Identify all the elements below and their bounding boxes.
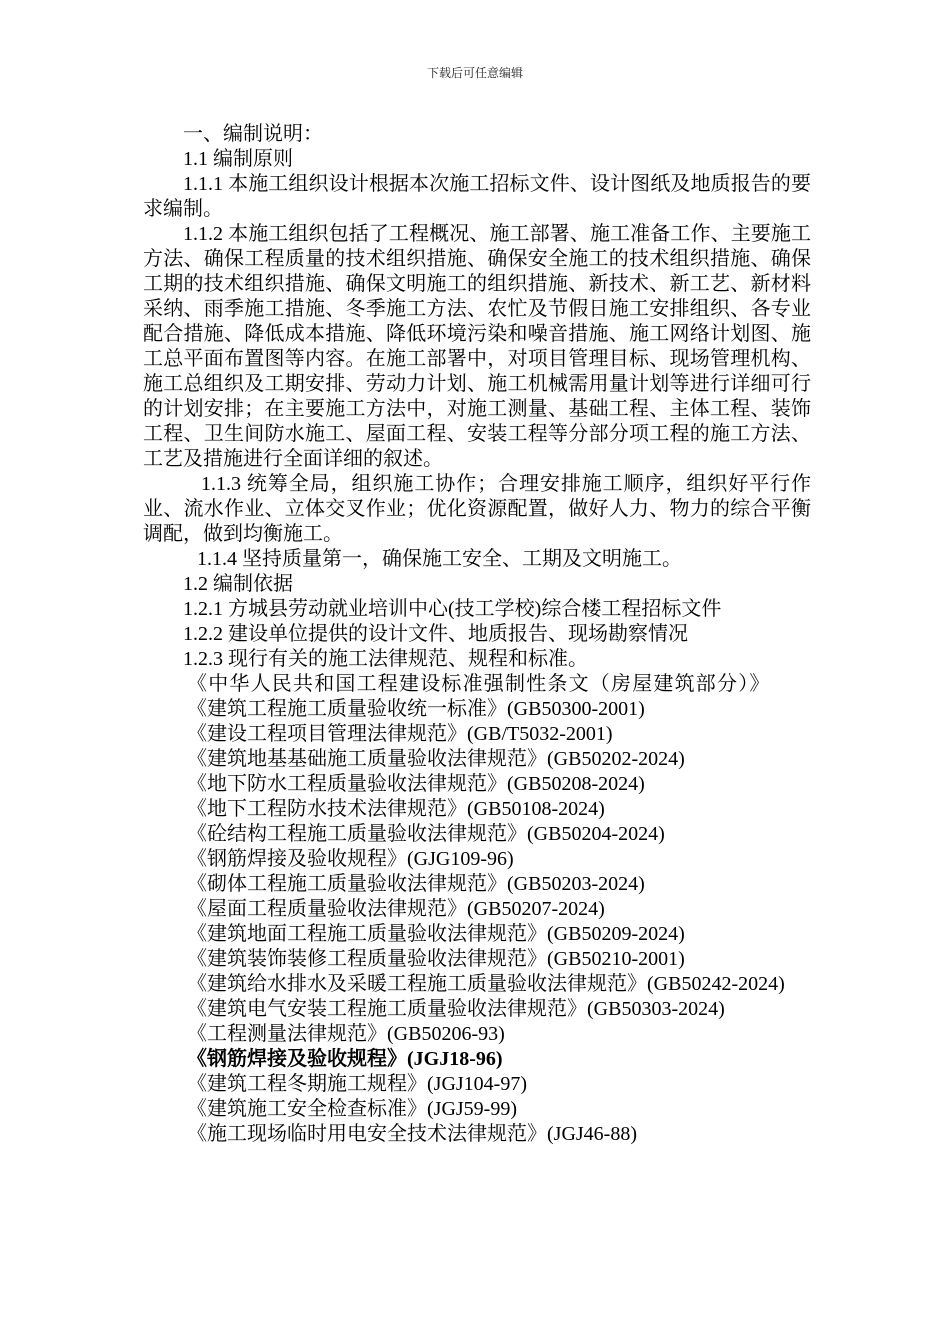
standard-item: 《建筑工程施工质量验收统一标准》(GB50300-2001) <box>187 698 645 720</box>
paragraph-1-1-3: 1.1.3 统筹全局，组织施工协作；合理安排施工顺序，组织好平行作业、流水作业、立体交叉作业；优化资源配置，做好人力、物力的综合平衡调配，做到均衡施工。 <box>143 473 811 545</box>
standard-item: 《工程测量法律规范》(GB50206-93) <box>187 1023 505 1045</box>
standard-item: 《建筑装饰装修工程质量验收法律规范》(GB50210-2001) <box>187 948 685 970</box>
page-header: 下载后可任意编辑 <box>426 66 523 80</box>
paragraph-1-2-2: 1.2.2 建设单位提供的设计文件、地质报告、现场勘察情况 <box>183 623 688 645</box>
standard-item: 《砌体工程施工质量验收法律规范》(GB50203-2024) <box>187 873 645 895</box>
standard-item-bold: 《钢筋焊接及验收规程》(JGJ18-96) <box>187 1048 503 1070</box>
paragraph-1-2-3: 1.2.3 现行有关的施工法律规范、规程和标准。 <box>183 648 588 670</box>
standard-item: 《建设工程项目管理法律规范》(GB/T5032-2001) <box>187 723 613 745</box>
standard-item: 《钢筋焊接及验收规程》(GJG109-96) <box>187 848 514 870</box>
paragraph-1-2-1: 1.2.1 方城县劳动就业培训中心(技工学校)综合楼工程招标文件 <box>183 598 722 620</box>
standard-item: 《中华人民共和国工程建设标准强制性条文（房屋建筑部分）》 <box>187 673 771 695</box>
standard-item: 《建筑电气安装工程施工质量验收法律规范》(GB50303-2024) <box>187 998 725 1020</box>
standard-item: 《地下防水工程质量验收法律规范》(GB50208-2024) <box>187 773 645 795</box>
subsection-heading: 1.1 编制原则 <box>183 148 293 170</box>
standard-item: 《建筑地基基础施工质量验收法律规范》(GB50202-2024) <box>187 748 685 770</box>
standard-item: 《砼结构工程施工质量验收法律规范》(GB50204-2024) <box>187 823 665 845</box>
standard-item: 《施工现场临时用电安全技术法律规范》(JGJ46-88) <box>187 1123 637 1145</box>
document-body <box>143 122 811 1147</box>
standard-item: 《地下工程防水技术法律规范》(GB50108-2024) <box>187 798 605 820</box>
paragraph-1-1-4: 1.1.4 坚持质量第一，确保施工安全、工期及文明施工。 <box>197 548 682 570</box>
standard-item: 《建筑给水排水及采暖工程施工质量验收法律规范》(GB50242-2024) <box>187 973 785 995</box>
standard-item: 《建筑地面工程施工质量验收法律规范》(GB50209-2024) <box>187 923 685 945</box>
standard-item: 《建筑工程冬期施工规程》(JGJ104-97) <box>187 1073 527 1095</box>
section-heading: 一、编制说明： <box>183 123 323 145</box>
paragraph-1-1-2: 1.1.2 本施工组织包括了工程概况、施工部署、施工准备工作、主要施工方法、确保工程质量的技术组织措施、确保安全施工的技术组织措施、确保工期的技术组织措施、确保文明施工的组织措施、新技术、新工艺、新材料采纳、雨季施工措施、冬季施工方法、农忙及节假日施工安排组织、各专业配合措施、降低成本措施、降低环境污染和噪音措施、施工网络计划图、施工总平面布置图等内容。在施工部署中，对项目管理目标、现场管理机构、施工总组织及工期安排、劳动力计划、施工机械需用量计划等进行详细可行的计划安排；在主要施工方法中，对施工测量、基础工程、主体工程、装饰工程、卫生间防水施工、屋面工程、安装工程等分部分项工程的施工方法、工艺及措施进行全面详细的叙述。 <box>143 223 811 470</box>
subsection-heading: 1.2 编制依据 <box>183 573 293 595</box>
paragraph-1-1-1: 1.1.1 本施工组织设计根据本次施工招标文件、设计图纸及地质报告的要求编制。 <box>143 173 811 220</box>
standard-item: 《建筑施工安全检查标准》(JGJ59-99) <box>187 1098 517 1120</box>
standard-item: 《屋面工程质量验收法律规范》(GB50207-2024) <box>187 898 605 920</box>
